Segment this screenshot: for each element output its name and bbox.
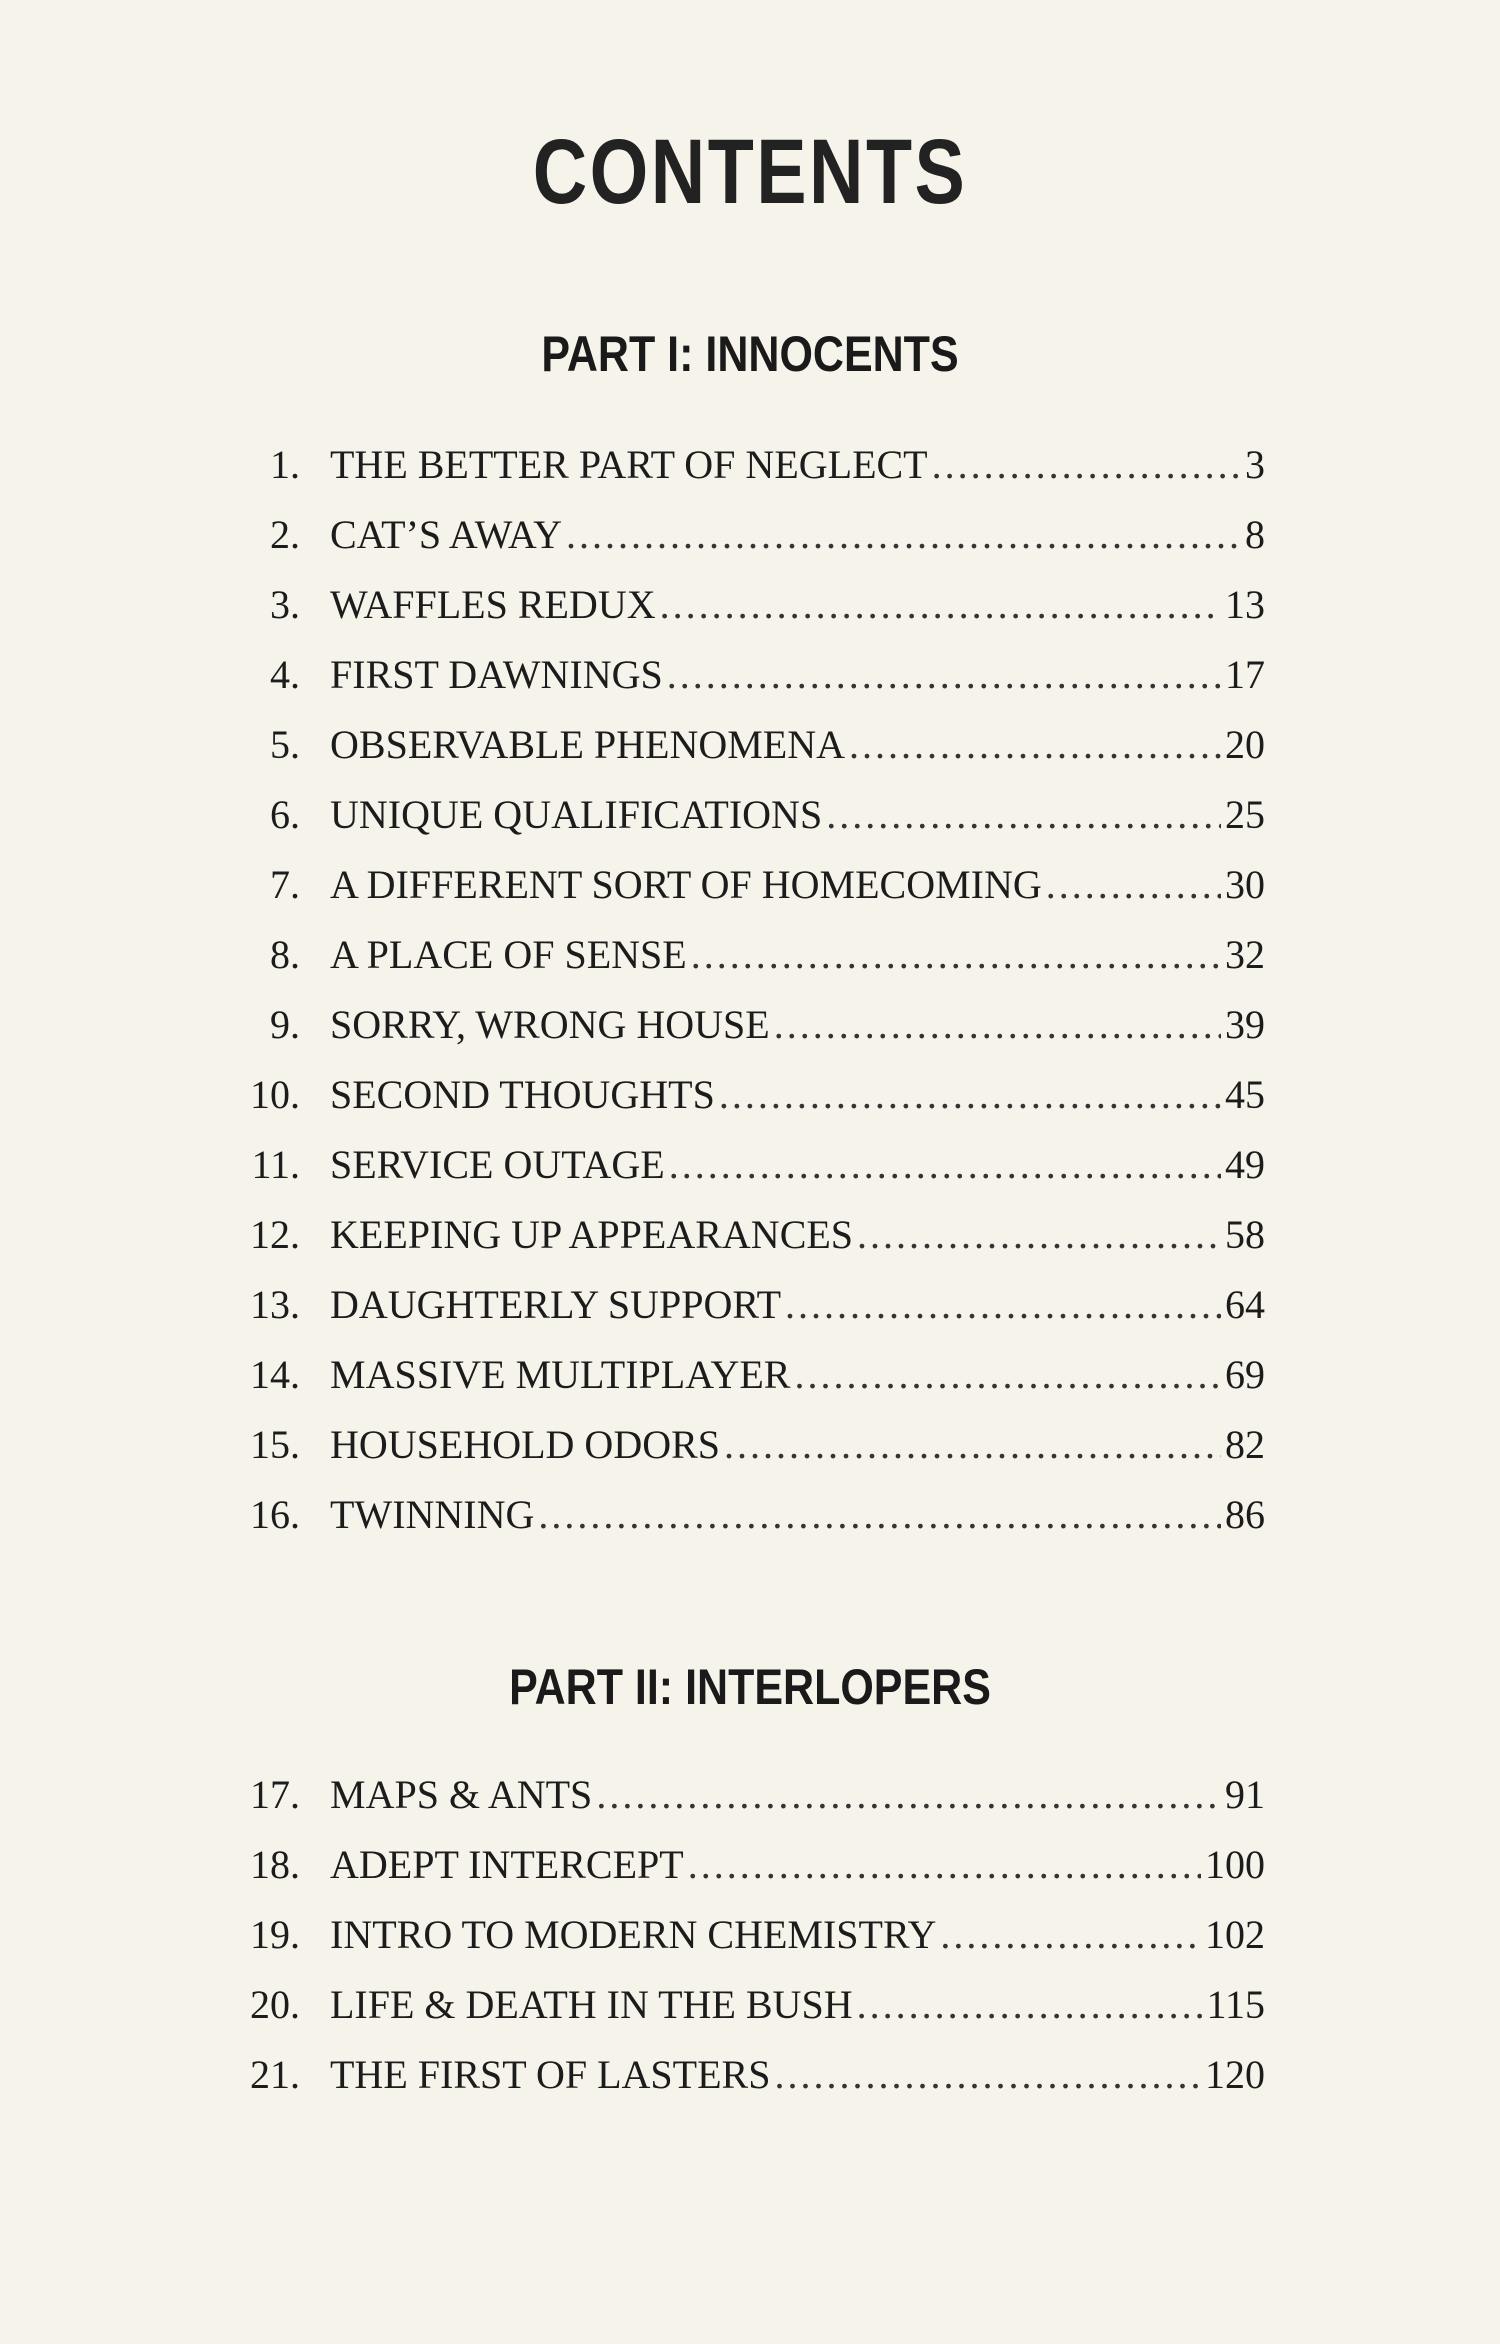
chapter-number: 16. (250, 1492, 300, 1537)
page-number: 115 (1206, 1982, 1265, 2027)
part-heading: PART I: INNOCENTS (541, 326, 959, 382)
toc-entry[interactable] (190, 440, 1265, 510)
chapter-number: 6. (270, 792, 300, 837)
chapter-number-cell (190, 1000, 300, 1050)
page-number: 49 (1225, 1142, 1265, 1187)
chapter-number-cell (190, 1420, 300, 1470)
chapter-number-cell (190, 580, 300, 630)
page-number: 86 (1225, 1492, 1265, 1537)
chapter-number-cell (190, 1070, 300, 1120)
dot-leader (826, 790, 1221, 840)
chapter-title: OBSERVABLE PHENOMENA (330, 722, 845, 767)
chapter-title: ADEPT INTERCEPT (330, 1842, 684, 1887)
toc-entry[interactable] (190, 860, 1265, 930)
chapter-number: 14. (250, 1352, 300, 1397)
chapter-number: 5. (270, 722, 300, 767)
chapter-number: 3. (270, 582, 300, 627)
chapter-number-cell (190, 1210, 300, 1260)
chapter-title: MASSIVE MULTIPLAYER (330, 1352, 791, 1397)
chapter-number: 21. (250, 2052, 300, 2097)
chapter-title: THE BETTER PART OF NEGLECT (330, 442, 928, 487)
page-title: CONTENTS (532, 121, 968, 223)
page-number: 39 (1225, 1002, 1265, 1047)
page-number: 30 (1225, 862, 1265, 907)
chapter-title: WAFFLES REDUX (330, 582, 656, 627)
chapter-title: MAPS & ANTS (330, 1772, 593, 1817)
page-number: 32 (1225, 932, 1265, 977)
dot-leader (849, 720, 1221, 770)
chapter-number-cell (190, 860, 300, 910)
dot-leader (1046, 860, 1221, 910)
dot-leader (857, 1980, 1203, 2030)
chapter-title: SORRY, WRONG HOUSE (330, 1002, 770, 1047)
chapter-number-cell (190, 440, 300, 490)
dot-leader (538, 1490, 1221, 1540)
chapter-number: 20. (250, 1982, 300, 2027)
dot-leader (794, 1350, 1221, 1400)
chapter-number-cell (190, 2050, 300, 2100)
page-number: 45 (1225, 1072, 1265, 1117)
chapter-number-cell (190, 790, 300, 840)
dot-leader (566, 510, 1241, 560)
toc-entry[interactable] (190, 1910, 1265, 1980)
chapter-number: 17. (250, 1772, 300, 1817)
chapter-number: 4. (270, 652, 300, 697)
toc-entry[interactable] (190, 1420, 1265, 1490)
chapter-title: CAT’S AWAY (330, 512, 563, 557)
page-number: 91 (1225, 1772, 1265, 1817)
toc-entry[interactable] (190, 2050, 1265, 2120)
chapter-title: TWINNING (330, 1492, 535, 1537)
chapter-number-cell (190, 1770, 300, 1820)
chapter-title: KEEPING UP APPEARANCES (330, 1212, 854, 1257)
page-number: 69 (1225, 1352, 1265, 1397)
page-number: 20 (1225, 722, 1265, 767)
chapter-title: SERVICE OUTAGE (330, 1142, 665, 1187)
chapter-number-cell (190, 650, 300, 700)
chapter-title: FIRST DAWNINGS (330, 652, 663, 697)
chapter-number: 7. (270, 862, 300, 907)
page-number: 102 (1205, 1912, 1265, 1957)
page-number: 58 (1225, 1212, 1265, 1257)
chapter-number-cell (190, 1350, 300, 1400)
page-number: 100 (1205, 1842, 1265, 1887)
chapter-number: 8. (270, 932, 300, 977)
chapter-title: THE FIRST OF LASTERS (330, 2052, 771, 2097)
page-number: 8 (1245, 512, 1265, 557)
chapter-title: UNIQUE QUALIFICATIONS (330, 792, 823, 837)
chapter-title: A DIFFERENT SORT OF HOMECOMING (330, 862, 1042, 907)
dot-leader (940, 1910, 1201, 1960)
chapter-title: SECOND THOUGHTS (330, 1072, 715, 1117)
toc-list-part-2 (190, 1770, 1265, 2120)
chapter-number: 11. (251, 1142, 300, 1187)
toc-entry[interactable] (190, 1210, 1265, 1280)
page-number: 64 (1225, 1282, 1265, 1327)
page-number: 120 (1205, 2052, 1265, 2097)
chapter-number: 19. (250, 1912, 300, 1957)
chapter-number-cell (190, 1840, 300, 1890)
dot-leader (691, 930, 1221, 980)
chapter-number: 2. (270, 512, 300, 557)
chapter-number: 15. (250, 1422, 300, 1467)
toc-entry[interactable] (190, 1350, 1265, 1420)
chapter-number: 18. (250, 1842, 300, 1887)
page-number: 3 (1245, 442, 1265, 487)
toc-entry[interactable] (190, 720, 1265, 790)
toc-entry[interactable] (190, 650, 1265, 720)
chapter-number-cell (190, 930, 300, 980)
chapter-number: 9. (270, 1002, 300, 1047)
page-number: 13 (1225, 582, 1265, 627)
toc-entry[interactable] (190, 1980, 1265, 2050)
dot-leader (932, 440, 1241, 490)
chapter-number-cell (190, 1910, 300, 1960)
toc-entry[interactable] (190, 580, 1265, 650)
dot-leader (724, 1420, 1221, 1470)
chapter-title: LIFE & DEATH IN THE BUSH (330, 1982, 853, 2027)
toc-entry[interactable] (190, 1490, 1265, 1560)
chapter-number: 13. (250, 1282, 300, 1327)
dot-leader (669, 1140, 1221, 1190)
dot-leader (660, 580, 1221, 630)
page-number: 17 (1225, 652, 1265, 697)
chapter-number-cell (190, 510, 300, 560)
dot-leader (667, 650, 1221, 700)
toc-list-part-1 (190, 440, 1265, 1560)
toc-entry[interactable] (190, 510, 1265, 580)
toc-entry[interactable] (190, 790, 1265, 860)
dot-leader (719, 1070, 1221, 1120)
chapter-number: 12. (250, 1212, 300, 1257)
chapter-title: INTRO TO MODERN CHEMISTRY (330, 1912, 937, 1957)
dot-leader (774, 2050, 1201, 2100)
chapter-number: 1. (270, 442, 300, 487)
chapter-number: 10. (250, 1072, 300, 1117)
toc-entry[interactable] (190, 1070, 1265, 1140)
dot-leader (857, 1210, 1221, 1260)
dot-leader (688, 1840, 1201, 1890)
chapter-number-cell (190, 1280, 300, 1330)
toc-entry[interactable] (190, 1840, 1265, 1910)
page-number: 82 (1225, 1422, 1265, 1467)
dot-leader (785, 1280, 1221, 1330)
part-heading: PART II: INTERLOPERS (509, 1659, 991, 1715)
chapter-title: HOUSEHOLD ODORS (330, 1422, 721, 1467)
chapter-number-cell (190, 1140, 300, 1190)
chapter-number-cell (190, 1980, 300, 2030)
toc-entry[interactable] (190, 1280, 1265, 1350)
toc-entry[interactable] (190, 1770, 1265, 1840)
chapter-number-cell (190, 1490, 300, 1540)
toc-entry[interactable] (190, 1000, 1265, 1070)
toc-entry[interactable] (190, 930, 1265, 1000)
chapter-title: A PLACE OF SENSE (330, 932, 687, 977)
dot-leader (596, 1770, 1221, 1820)
chapter-title: DAUGHTERLY SUPPORT (330, 1282, 782, 1327)
chapter-number-cell (190, 720, 300, 770)
dot-leader (774, 1000, 1221, 1050)
page-number: 25 (1225, 792, 1265, 837)
toc-entry[interactable] (190, 1140, 1265, 1210)
